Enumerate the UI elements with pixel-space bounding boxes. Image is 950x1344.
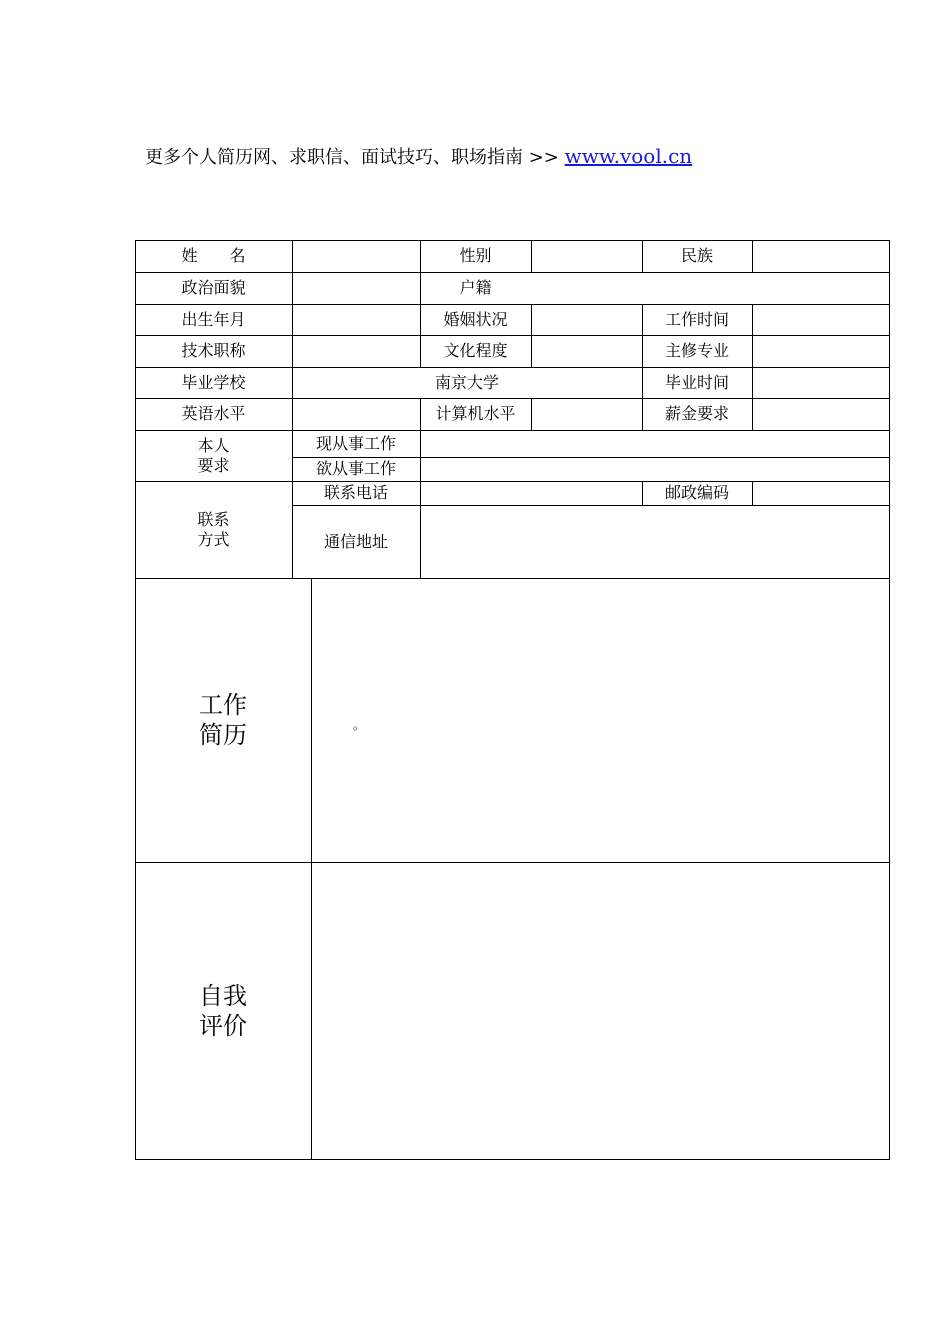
school-label: 毕业学校	[181, 372, 246, 392]
gender-field[interactable]	[531, 240, 642, 272]
school-value[interactable]: 南京大学	[434, 372, 499, 392]
postcode-field[interactable]	[752, 481, 890, 505]
grad-time-field[interactable]	[752, 367, 890, 398]
contact-label-line2: 方式	[197, 529, 230, 549]
marital-field[interactable]	[531, 304, 642, 335]
title-label: 技术职称	[181, 341, 246, 360]
address-label: 通信地址	[323, 531, 388, 551]
work-history-note: 。	[353, 718, 366, 732]
desired-job-label: 欲从事工作	[315, 459, 396, 478]
work-history-label-line1: 工作	[199, 691, 247, 719]
contact-label	[135, 481, 292, 578]
self-eval-field[interactable]	[311, 862, 890, 1160]
marital-label: 婚姻状况	[443, 309, 508, 329]
salary-label: 薪金要求	[664, 404, 729, 423]
work-time-field[interactable]	[752, 304, 890, 335]
ethnicity-field[interactable]	[752, 240, 890, 272]
phone-label: 联系电话	[323, 483, 388, 502]
site-link[interactable]: www.vool.cn	[564, 144, 693, 168]
self-eval-label	[135, 862, 311, 1160]
current-job-label: 现从事工作	[315, 433, 396, 453]
hukou-label: 户籍	[459, 278, 492, 297]
political-field[interactable]	[292, 272, 420, 304]
self-eval-label-line1: 自我	[199, 982, 247, 1010]
grad-time-label: 毕业时间	[664, 372, 729, 392]
self-requirement-label	[135, 430, 292, 481]
work-time-label: 工作时间	[664, 309, 729, 329]
english-field[interactable]	[292, 398, 420, 430]
desired-job-field[interactable]	[420, 457, 890, 481]
birth-label: 出生年月	[181, 309, 246, 329]
work-history-label-line2: 简历	[199, 721, 247, 749]
self-requirement-label-line1: 本人	[197, 435, 230, 455]
education-field[interactable]	[531, 335, 642, 367]
gender-label: 性别	[459, 246, 492, 265]
salary-field[interactable]	[752, 398, 890, 430]
computer-label: 计算机水平	[435, 404, 516, 423]
name-field[interactable]	[292, 240, 420, 272]
birth-field[interactable]	[292, 304, 420, 335]
major-label: 主修专业	[664, 341, 729, 360]
ethnicity-label: 民族	[680, 246, 713, 265]
address-field[interactable]	[420, 505, 890, 578]
english-label: 英语水平	[181, 404, 246, 423]
work-history-label	[135, 578, 311, 862]
name-label: 姓 名	[181, 246, 246, 265]
phone-field[interactable]	[420, 481, 642, 505]
contact-label-line1: 联系	[197, 509, 230, 529]
work-history-field[interactable]	[311, 578, 890, 862]
header-text: 更多个人简历网、求职信、面试技巧、职场指南 >>	[145, 147, 559, 168]
education-label: 文化程度	[443, 341, 508, 360]
hukou-field[interactable]	[531, 272, 890, 304]
major-field[interactable]	[752, 335, 890, 367]
current-job-field[interactable]	[420, 430, 890, 457]
self-eval-label-line2: 评价	[199, 1012, 247, 1040]
self-requirement-label-line2: 要求	[197, 455, 230, 475]
postcode-label: 邮政编码	[664, 483, 729, 502]
title-field[interactable]	[292, 335, 420, 367]
computer-field[interactable]	[531, 398, 642, 430]
political-label: 政治面貌	[181, 278, 246, 297]
